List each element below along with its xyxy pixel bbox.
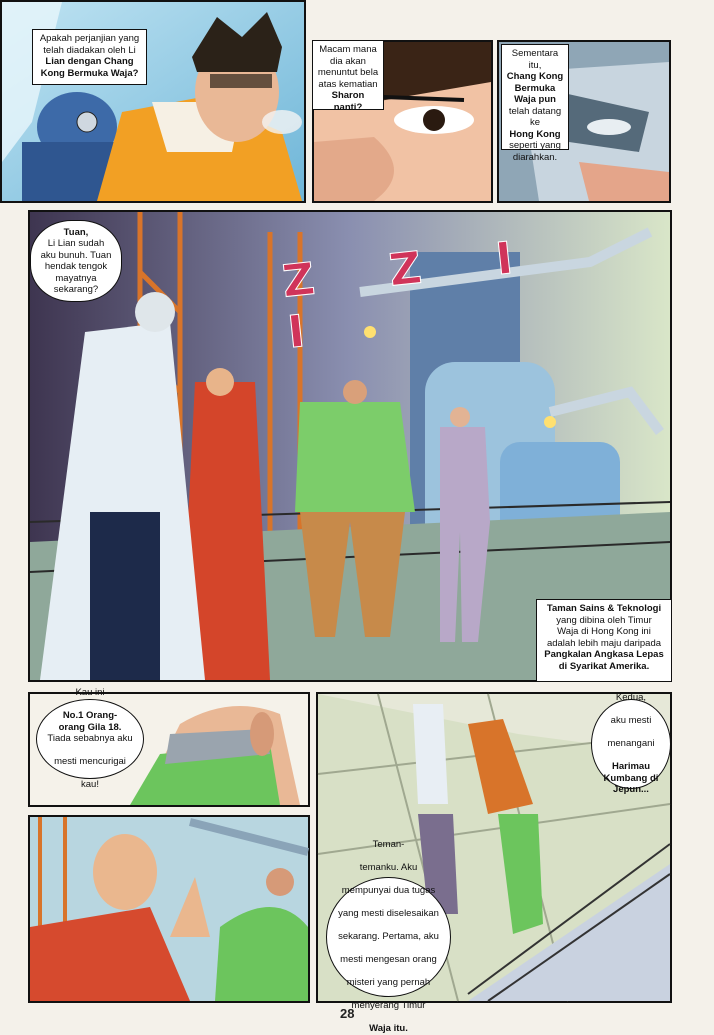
caption-line: Apakah perjanjian yang <box>39 33 140 44</box>
bubble-line: temanku. Aku <box>359 862 418 874</box>
caption-line: Taman Sains & Teknologi <box>546 603 662 614</box>
panel-7 <box>28 815 310 1003</box>
caption-line: Chang Kong <box>506 71 564 82</box>
caption-line: Bermuka <box>514 82 556 94</box>
bubble-line: Waja itu. <box>369 1023 408 1035</box>
bubble-line: Kedua, <box>615 692 647 704</box>
caption-line: yang dibina oleh Timur <box>556 614 652 626</box>
caption-line: di Syarikat Amerika. <box>558 660 650 672</box>
caption-line: Hong Kong <box>509 128 561 140</box>
caption-line: telah datang ke <box>508 105 562 128</box>
caption-line: Waja pun <box>514 94 556 105</box>
sound-effect: Z Z I I <box>280 229 545 359</box>
bubble-line: Teman- <box>372 839 405 851</box>
bubble-line: Jepun... <box>613 784 649 796</box>
bubble-line: sekarang? <box>53 284 99 295</box>
bubble-line: kau! <box>81 779 99 791</box>
caption-line: menuntut bela <box>317 67 379 78</box>
panel-3 <box>497 40 671 203</box>
bubble-line: Kau ini <box>75 687 105 699</box>
caption-line: adalah lebih maju daripada <box>546 637 662 649</box>
caption-line: Waja di Hong Kong ini <box>557 626 651 637</box>
caption-line: diarahkan. <box>512 151 558 163</box>
bubble-line: No.1 Orang- <box>62 710 118 722</box>
bubble-line: yang mesti diselesaikan <box>338 908 439 920</box>
bubble-line: mesti mengesan orang <box>340 954 437 966</box>
panel-4 <box>28 210 672 682</box>
panel-2-caption <box>312 40 384 113</box>
caption-line: Lian dengan Chang <box>45 56 134 67</box>
panel-1-caption <box>32 29 147 85</box>
caption-line: Sharon nanti? <box>331 90 365 113</box>
caption-line: seperti yang <box>509 140 561 151</box>
bubble-line: Harimau <box>611 761 650 773</box>
speech-bubble <box>30 220 122 302</box>
caption-line: atas kematian <box>318 78 378 90</box>
caption-line: dia akan <box>330 55 366 67</box>
bubble-line: Tuan, <box>63 226 89 238</box>
panel-1 <box>0 0 306 203</box>
bubble-line: Li Lian sudah <box>47 238 105 249</box>
page-number: 28 <box>340 1006 355 1021</box>
caption-line: telah diadakan oleh Li <box>43 44 136 56</box>
speech-bubble <box>36 687 144 791</box>
caption-line: Kong Bermuka Waja? <box>40 67 139 79</box>
bubble-line: mayatnya <box>55 272 97 284</box>
caption-line: Macam mana <box>319 44 377 55</box>
panel-5 <box>28 687 310 807</box>
bubble-line: misteri yang pernah <box>346 977 431 989</box>
bubble-line: Tiada sebabnya aku <box>47 733 133 745</box>
caption-line: Pangkalan Angkasa Lepas <box>544 649 664 660</box>
bubble-line: orang Gila 18. <box>58 721 122 733</box>
speech-bubble <box>591 692 671 796</box>
bubble-line: mempunyai dua tugas <box>341 885 436 897</box>
bubble-line: mesti mencurigai <box>54 756 126 768</box>
bubble-line: sekarang. Pertama, aku <box>338 931 439 943</box>
caption-line: Sementara itu, <box>511 48 559 71</box>
bubble-line: Kumbang di <box>603 772 659 784</box>
panel-3-caption <box>501 44 569 163</box>
bubble-line: aku bunuh. Tuan <box>40 249 112 261</box>
bubble-line: menyerang Timur <box>351 1000 426 1012</box>
panel-2 <box>312 40 493 203</box>
panel-4-caption <box>536 599 672 682</box>
bubble-line: aku mesti <box>610 715 652 727</box>
bubble-line: menangani <box>607 738 655 750</box>
panel-7-art <box>30 817 308 1001</box>
bubble-line: hendak tengok <box>44 261 108 272</box>
